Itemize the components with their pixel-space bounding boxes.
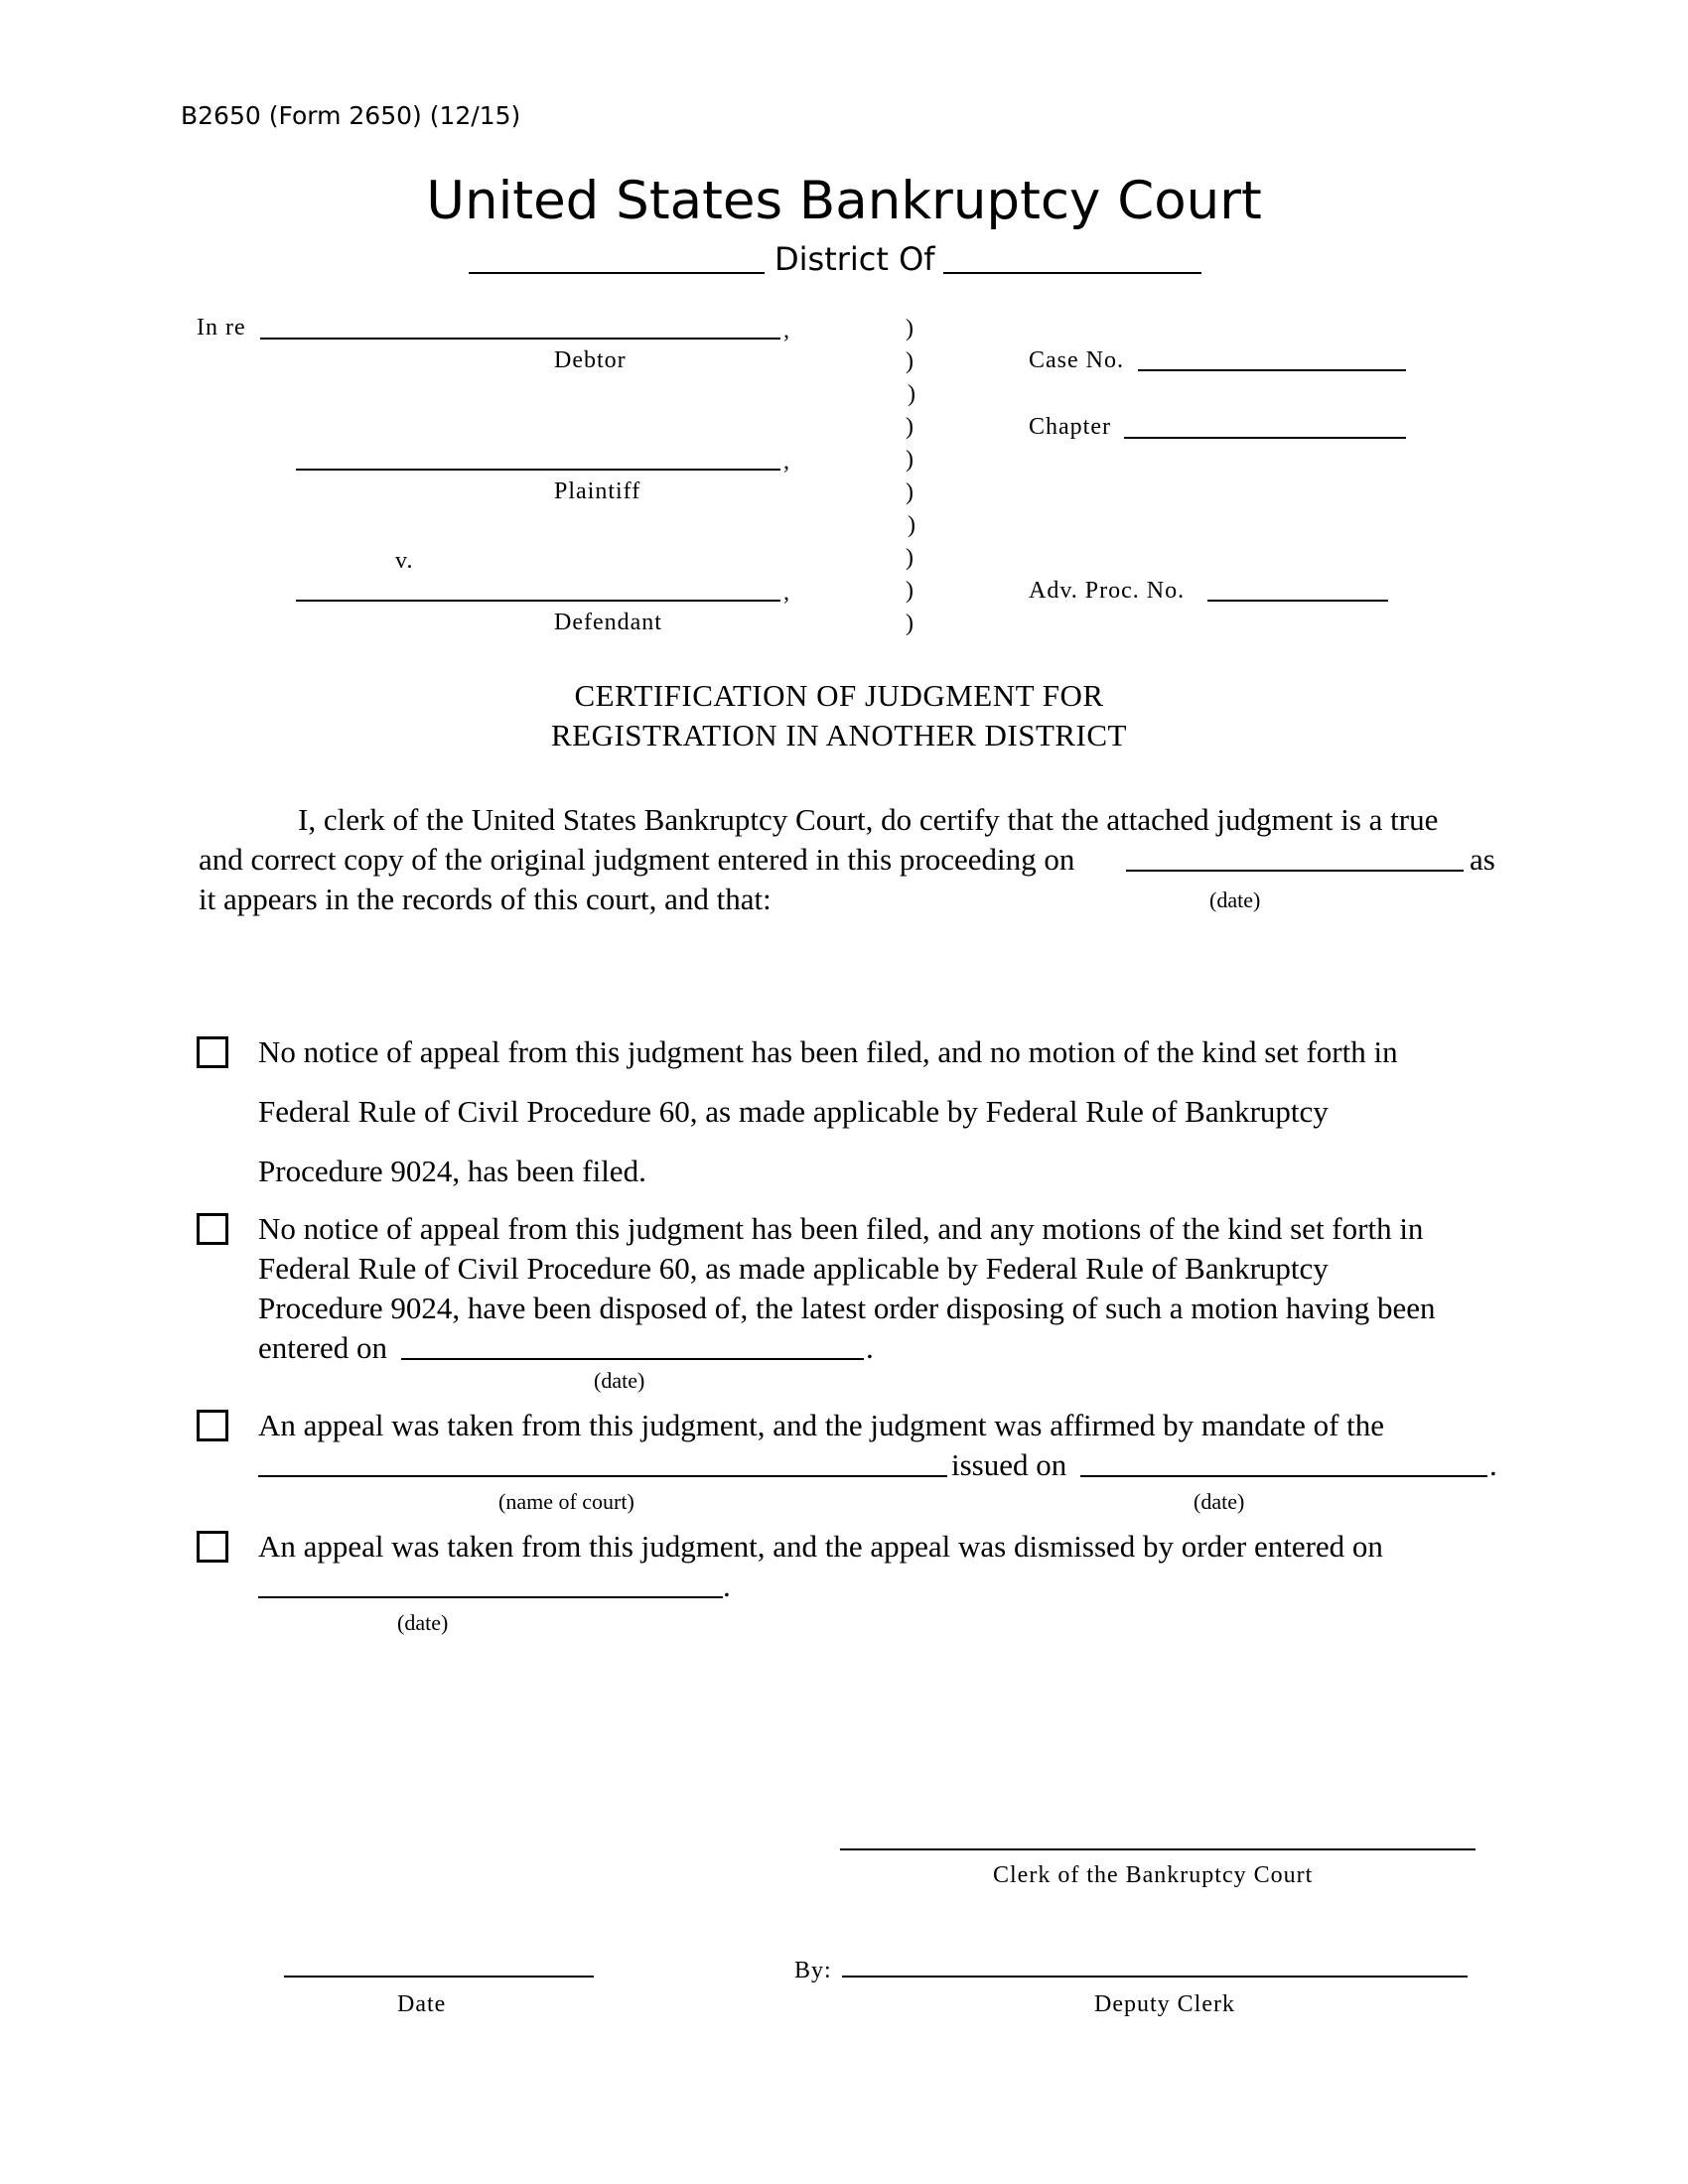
paren: ) bbox=[906, 414, 914, 440]
paren: ) bbox=[906, 611, 914, 636]
paren: ) bbox=[906, 578, 914, 604]
plaintiff-name-field[interactable] bbox=[296, 469, 780, 471]
option-2-line2: Federal Rule of Civil Procedure 60, as made applicable by Federal Rule of Bankruptcy bbox=[258, 1251, 1329, 1286]
disposal-date-field[interactable] bbox=[401, 1358, 864, 1360]
district-of-label: District Of bbox=[774, 240, 935, 278]
defendant-label: Defendant bbox=[554, 610, 662, 635]
name-of-court-field[interactable] bbox=[258, 1475, 947, 1477]
option-2-line1: No notice of appeal from this judgment has been filed, and any motions of the kind set forth in bbox=[258, 1211, 1424, 1246]
date-label: Date bbox=[397, 1991, 447, 2017]
district-state-field[interactable] bbox=[943, 272, 1201, 274]
adv-proc-no-label: Adv. Proc. No. bbox=[1029, 578, 1186, 604]
checkbox-appeal-dismissed[interactable] bbox=[197, 1531, 228, 1563]
checkbox-appeal-affirmed[interactable] bbox=[197, 1410, 228, 1441]
period: . bbox=[866, 1330, 874, 1365]
name-of-court-caption: (name of court) bbox=[498, 1489, 634, 1514]
case-no-label: Case No. bbox=[1029, 347, 1124, 373]
clerk-label: Clerk of the Bankruptcy Court bbox=[993, 1862, 1314, 1888]
issued-on-label: issued on bbox=[951, 1447, 1067, 1482]
paren: ) bbox=[906, 545, 914, 571]
option-3-line1: An appeal was taken from this judgment, and the judgment was affirmed by mandate of the bbox=[258, 1408, 1385, 1442]
intro-as: as bbox=[1470, 842, 1495, 877]
by-label: By: bbox=[794, 1958, 832, 1983]
option-4-line1: An appeal was taken from this judgment, and the appeal was dismissed by order entered on bbox=[258, 1529, 1383, 1564]
option-1-line2: Federal Rule of Civil Procedure 60, as made applicable by Federal Rule of Bankruptcy bbox=[258, 1094, 1329, 1129]
period: . bbox=[1489, 1447, 1497, 1482]
date-caption: (date) bbox=[1209, 887, 1261, 912]
checkbox-no-appeal-no-motion[interactable] bbox=[197, 1036, 228, 1068]
chapter-label: Chapter bbox=[1029, 414, 1111, 440]
clerk-signature-field[interactable] bbox=[840, 1848, 1476, 1850]
plaintiff-label: Plaintiff bbox=[554, 478, 641, 504]
comma: , bbox=[783, 449, 790, 475]
option-1-line1: No notice of appeal from this judgment has been filed, and no motion of the kind set forth in bbox=[258, 1034, 1398, 1069]
paren: ) bbox=[908, 381, 915, 407]
signature-date-field[interactable] bbox=[284, 1976, 594, 1978]
comma: , bbox=[783, 318, 790, 343]
debtor-name-field[interactable] bbox=[260, 338, 780, 340]
comma: , bbox=[783, 580, 790, 606]
paren: ) bbox=[908, 512, 915, 538]
versus-label: v. bbox=[395, 548, 414, 574]
certification-heading: CERTIFICATION OF JUDGMENT FOR bbox=[574, 678, 1104, 713]
intro-line2: and correct copy of the original judgment entered in this proceeding on bbox=[199, 842, 1075, 877]
court-title: United States Bankruptcy Court bbox=[426, 171, 1262, 231]
date-caption: (date) bbox=[1194, 1489, 1245, 1514]
paren: ) bbox=[906, 316, 914, 341]
deputy-clerk-label: Deputy Clerk bbox=[1094, 1991, 1235, 2017]
deputy-clerk-signature-field[interactable] bbox=[842, 1976, 1468, 1978]
form-id: B2650 (Form 2650) (12/15) bbox=[181, 101, 521, 130]
adv-proc-no-field[interactable] bbox=[1207, 600, 1388, 602]
dismissal-date-field[interactable] bbox=[258, 1596, 723, 1598]
debtor-label: Debtor bbox=[554, 347, 627, 373]
option-2-line4: entered on bbox=[258, 1330, 387, 1365]
mandate-date-field[interactable] bbox=[1080, 1475, 1487, 1477]
paren: ) bbox=[906, 348, 914, 374]
option-2-line3: Procedure 9024, have been disposed of, the latest order disposing of such a motion having been bbox=[258, 1291, 1436, 1325]
chapter-field[interactable] bbox=[1124, 437, 1406, 439]
intro-line3: it appears in the records of this court, and that: bbox=[199, 882, 772, 916]
certification-heading-line2: REGISTRATION IN ANOTHER DISTRICT bbox=[550, 718, 1127, 752]
intro-line1: I, clerk of the United States Bankruptcy Court, do certify that the attached judgment is a true bbox=[298, 802, 1439, 837]
period: . bbox=[723, 1569, 731, 1603]
judgment-date-field[interactable] bbox=[1126, 870, 1464, 872]
date-caption: (date) bbox=[397, 1610, 449, 1635]
in-re-label: In re bbox=[197, 315, 246, 341]
district-name-field[interactable] bbox=[469, 272, 765, 274]
paren: ) bbox=[906, 479, 914, 505]
option-1-line3: Procedure 9024, has been filed. bbox=[258, 1154, 646, 1188]
date-caption: (date) bbox=[594, 1368, 645, 1393]
paren: ) bbox=[906, 447, 914, 473]
case-no-field[interactable] bbox=[1138, 369, 1406, 371]
defendant-name-field[interactable] bbox=[296, 600, 780, 602]
checkbox-no-appeal-motions-disposed[interactable] bbox=[197, 1213, 228, 1245]
